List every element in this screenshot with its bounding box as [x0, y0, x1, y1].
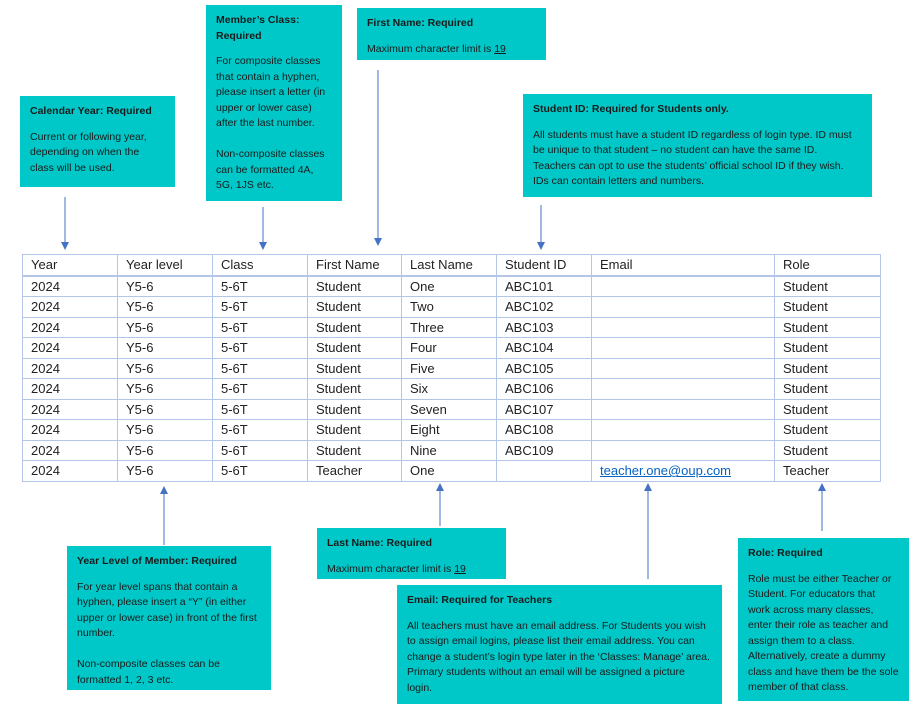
cell-first-name: Student [308, 420, 402, 441]
cell-class: 5-6T [213, 297, 308, 318]
cell-student-id: ABC109 [497, 440, 592, 461]
callout-title: Calendar Year: Required [30, 105, 152, 117]
callout-body [367, 42, 536, 58]
cell-student-id: ABC108 [497, 420, 592, 441]
cell-class: 5-6T [213, 276, 308, 297]
cell-year: 2024 [23, 440, 118, 461]
cell-year-level: Y5-6 [118, 297, 213, 318]
callout-email [397, 585, 722, 704]
callout-year-level [67, 546, 271, 690]
callout-title: Role: Required [748, 547, 823, 559]
cell-last-name: Nine [402, 440, 497, 461]
cell-class: 5-6T [213, 440, 308, 461]
cell-email [592, 358, 775, 379]
cell-role: Teacher [775, 461, 881, 482]
table-row [23, 317, 881, 338]
cell-student-id: ABC104 [497, 338, 592, 359]
callout-body-text: Maximum character limit is [367, 42, 495, 55]
callout-title: Year Level of Member: Required [77, 555, 237, 567]
cell-email [592, 440, 775, 461]
cell-first-name: Student [308, 379, 402, 400]
callout-last-name [317, 528, 506, 579]
class-members-table [22, 254, 881, 482]
column-header-class: Class [213, 255, 308, 276]
cell-year: 2024 [23, 297, 118, 318]
callout-member-class [206, 5, 342, 201]
cell-year: 2024 [23, 420, 118, 441]
cell-role: Student [775, 399, 881, 420]
column-header-first-name: First Name [308, 255, 402, 276]
cell-role: Student [775, 379, 881, 400]
cell-year-level: Y5-6 [118, 399, 213, 420]
cell-year-level: Y5-6 [118, 420, 213, 441]
cell-first-name: Teacher [308, 461, 402, 482]
table-row [23, 420, 881, 441]
cell-first-name: Student [308, 440, 402, 461]
callout-title: Member’s Class: Required [216, 14, 300, 42]
cell-role: Student [775, 276, 881, 297]
callout-role [738, 538, 909, 701]
cell-student-id: ABC106 [497, 379, 592, 400]
callout-body: All teachers must have an email address. For Students you wish to assign email logins, please list their email address. You can change a student’s login type later in the ‘Classes: Manage’ area. Primary students without an email will be assigned a picture login. [407, 619, 710, 694]
cell-last-name: One [402, 276, 497, 297]
table-row [23, 338, 881, 359]
table-row [23, 358, 881, 379]
cell-email [592, 317, 775, 338]
column-header-year-level: Year level [118, 255, 213, 276]
cell-last-name: Seven [402, 399, 497, 420]
callout-body [327, 562, 496, 578]
table-row [23, 379, 881, 400]
cell-role: Student [775, 440, 881, 461]
cell-year: 2024 [23, 276, 118, 297]
cell-email [592, 379, 775, 400]
cell-student-id: ABC101 [497, 276, 592, 297]
callout-body: For composite classes that contain a hyphen, please insert a letter (in upper or lower case) after the last number. Non-composite classes can be formatted 4A, 5G, 1JS etc. [216, 55, 326, 191]
cell-email [592, 399, 775, 420]
column-header-email: Email [592, 255, 775, 276]
cell-email [592, 297, 775, 318]
callout-title: Last Name: Required [327, 537, 433, 549]
cell-year-level: Y5-6 [118, 338, 213, 359]
cell-year-level: Y5-6 [118, 440, 213, 461]
cell-role: Student [775, 420, 881, 441]
cell-first-name: Student [308, 338, 402, 359]
cell-student-id: ABC105 [497, 358, 592, 379]
table-row [23, 276, 881, 297]
cell-last-name: One [402, 461, 497, 482]
cell-student-id [497, 461, 592, 482]
cell-last-name: Two [402, 297, 497, 318]
cell-role: Student [775, 338, 881, 359]
column-header-role: Role [775, 255, 881, 276]
callout-title: Student ID: Required for Students only. [533, 103, 729, 115]
callout-body: All students must have a student ID regardless of login type. ID must be unique to that student – no student can have the same ID. Teachers can opt to use the students’ official school ID if they wish. IDs can contain letters and numbers. [533, 128, 852, 187]
table-row [23, 399, 881, 420]
cell-class: 5-6T [213, 420, 308, 441]
cell-student-id: ABC102 [497, 297, 592, 318]
column-header-year: Year [23, 255, 118, 276]
cell-year: 2024 [23, 399, 118, 420]
column-header-last-name: Last Name [402, 255, 497, 276]
callout-title: Email: Required for Teachers [407, 594, 553, 606]
cell-first-name: Student [308, 358, 402, 379]
cell-year: 2024 [23, 358, 118, 379]
cell-class: 5-6T [213, 461, 308, 482]
callout-student-id [523, 94, 872, 197]
cell-role: Student [775, 297, 881, 318]
character-limit-value: 19 [454, 562, 466, 575]
cell-class: 5-6T [213, 379, 308, 400]
cell-first-name: Student [308, 399, 402, 420]
cell-year-level: Y5-6 [118, 461, 213, 482]
cell-last-name: Five [402, 358, 497, 379]
cell-year-level: Y5-6 [118, 276, 213, 297]
cell-class: 5-6T [213, 399, 308, 420]
callout-body: Role must be either Teacher or Student. For educators that work across many classes, enter their role as teacher and assign them to a class. Alternatively, create a dummy class and have them be the sole member of that class. [748, 572, 899, 693]
table-row [23, 461, 881, 482]
cell-email [592, 461, 775, 482]
cell-year: 2024 [23, 338, 118, 359]
table-header-row [23, 255, 881, 276]
cell-year-level: Y5-6 [118, 358, 213, 379]
cell-role: Student [775, 358, 881, 379]
cell-class: 5-6T [213, 338, 308, 359]
cell-first-name: Student [308, 317, 402, 338]
callout-body: Current or following year, depending on when the class will be used. [30, 130, 147, 174]
cell-last-name: Four [402, 338, 497, 359]
cell-student-id: ABC103 [497, 317, 592, 338]
callout-first-name [357, 8, 546, 60]
cell-class: 5-6T [213, 317, 308, 338]
cell-year-level: Y5-6 [118, 379, 213, 400]
callout-calendar-year [20, 96, 175, 187]
cell-role: Student [775, 317, 881, 338]
cell-last-name: Six [402, 379, 497, 400]
cell-year: 2024 [23, 379, 118, 400]
email-link[interactable]: teacher.one@oup.com [600, 463, 732, 479]
cell-student-id: ABC107 [497, 399, 592, 420]
cell-year: 2024 [23, 317, 118, 338]
cell-email [592, 338, 775, 359]
cell-first-name: Student [308, 276, 402, 297]
cell-year: 2024 [23, 461, 118, 482]
cell-year-level: Y5-6 [118, 317, 213, 338]
callout-body-text: Maximum character limit is [327, 562, 455, 575]
cell-email [592, 276, 775, 297]
cell-last-name: Three [402, 317, 497, 338]
cell-first-name: Student [308, 297, 402, 318]
column-header-student-id: Student ID [497, 255, 592, 276]
cell-class: 5-6T [213, 358, 308, 379]
callout-body: For year level spans that contain a hyphen, please insert a “Y” (in either upper or lower case) in front of the first number. Non-composite classes can be formatted 1, 2, 3 etc. [77, 580, 257, 686]
character-limit-value: 19 [494, 42, 506, 55]
table-row [23, 440, 881, 461]
cell-email [592, 420, 775, 441]
table-row [23, 297, 881, 318]
callout-title: First Name: Required [367, 17, 474, 29]
cell-last-name: Eight [402, 420, 497, 441]
